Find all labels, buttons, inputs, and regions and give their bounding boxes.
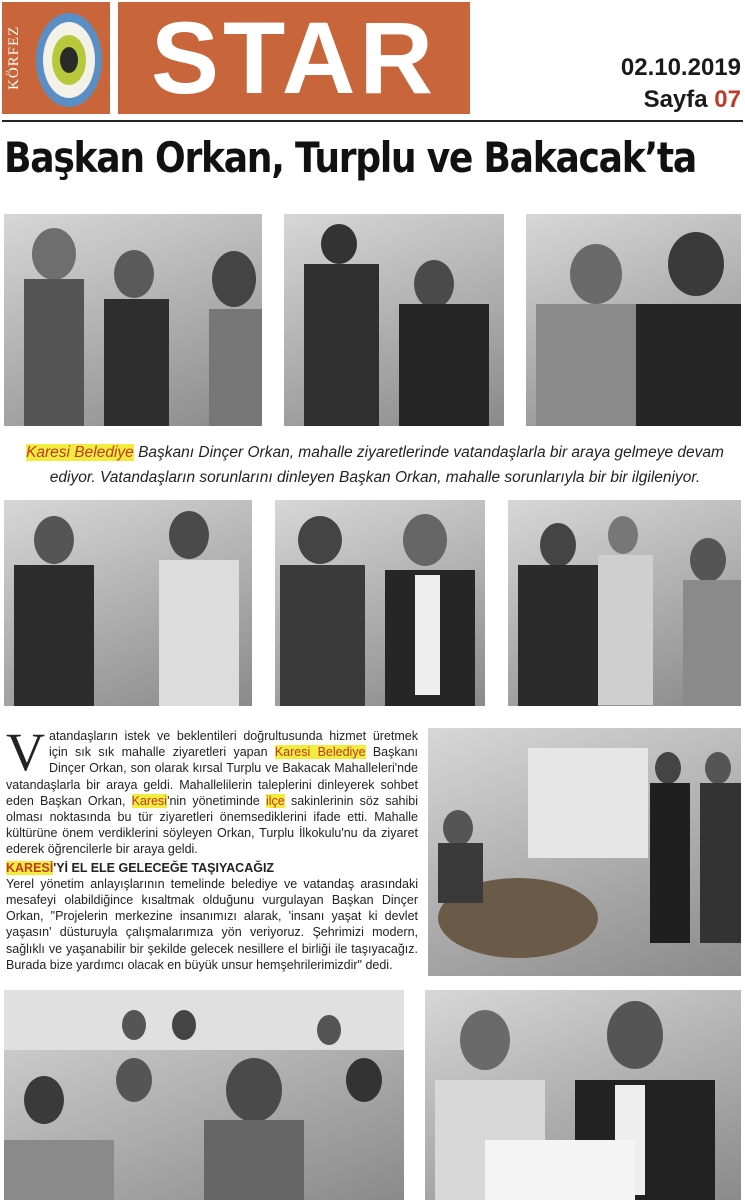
star-logo-text: STAR xyxy=(150,1,438,115)
lead-paragraph xyxy=(10,440,740,490)
article-subheading xyxy=(6,860,418,876)
photo-handshake-young-man xyxy=(4,500,252,706)
photo-mayor-signing xyxy=(425,990,741,1200)
headline: Başkan Orkan, Turplu ve Bakacak’ta xyxy=(4,133,696,182)
article-highlight-ilce: ilçe xyxy=(265,793,285,808)
evil-eye-logo-icon xyxy=(34,10,104,110)
drop-cap: V xyxy=(6,722,45,782)
article-p1-c: 'nin yönetiminde xyxy=(167,793,266,808)
photo-classroom xyxy=(4,990,404,1200)
subheading-highlight: KARESİ xyxy=(6,860,54,875)
article-p1-a: atandaşların istek ve beklentileri doğrultusunda hizmet üretmek için sık sık mahalle ziyaretleri yapan xyxy=(49,729,418,760)
page-indicator xyxy=(644,86,741,114)
lead-text: Başkanı Dinçer Orkan, mahalle ziyaretlerinde vatandaşlarla bir araya gelmeye devam ediyor. Vatandaşların sorunlarını dinleyen Başkan Orkan, mahalle sorunlarıyla bir bir ilgileniyor. xyxy=(49,444,724,486)
photo-market-stall xyxy=(428,728,741,976)
photo-embrace xyxy=(526,214,741,426)
photo-handshake-group xyxy=(4,214,262,426)
article-p2: Yerel yönetim anlayışlarının temelinde belediye ve vatandaş arasındaki mesafeyi olabildiğince kısaltmak olduğunu vurgulayan Başkan Dinçer Orkan, "Projelerin merkezine insanımızı alarak, 'insanı yaşat ki devlet yaşasın' düsturuyla çalışmalarımıza yön veriyoruz. Şehrimizi modern, sağlıklı ve yaşanabilir bir şekilde gelecek nesillere el birliği ile taşıyacağız. Burada bize yardımcı olacak en büyük unsur hemşehrilerimizdir" dedi. xyxy=(6,876,418,972)
photo-street-handshake xyxy=(508,500,741,706)
photo-elder-greeting xyxy=(284,214,504,426)
subheading-rest: 'Yİ EL ELE GELECEĞE TAŞIYACAĞIZ xyxy=(53,860,275,875)
korfez-logo-text: KÖRFEZ xyxy=(6,25,22,91)
issue-date: 02.10.2019 xyxy=(620,54,741,81)
masthead-divider xyxy=(2,120,743,122)
article-p1-d: sakinlerinin söz sahibi olması noktasında bu tür ziyaretleri önemsediklerini ifade etti. Mahalle kültürüne önem verdiklerini söyleyen Orkan, Turplu İlkokulu'nu da ziyaret ederek öğrencilerle bir araya geldi. xyxy=(6,793,418,857)
article-highlight-karesi: Karesi xyxy=(131,793,168,808)
article-body xyxy=(6,722,419,973)
lead-highlight: Karesi Belediye xyxy=(26,444,134,461)
article-highlight-karesi-belediye: Karesi Belediye xyxy=(274,745,366,760)
article-p1-b: Başkanı Dinçer Orkan, son olarak kırsal Turplu ve Bakacak Mahalleleri'nde vatandaşlarla bir araya geldi. Mahallelilerin taleplerini dinleyerek sohbet eden Başkan Orkan, xyxy=(6,745,419,808)
page-label: Sayfa xyxy=(643,86,708,113)
photo-mayor-with-elder xyxy=(275,500,485,706)
page-number: 07 xyxy=(714,86,741,113)
